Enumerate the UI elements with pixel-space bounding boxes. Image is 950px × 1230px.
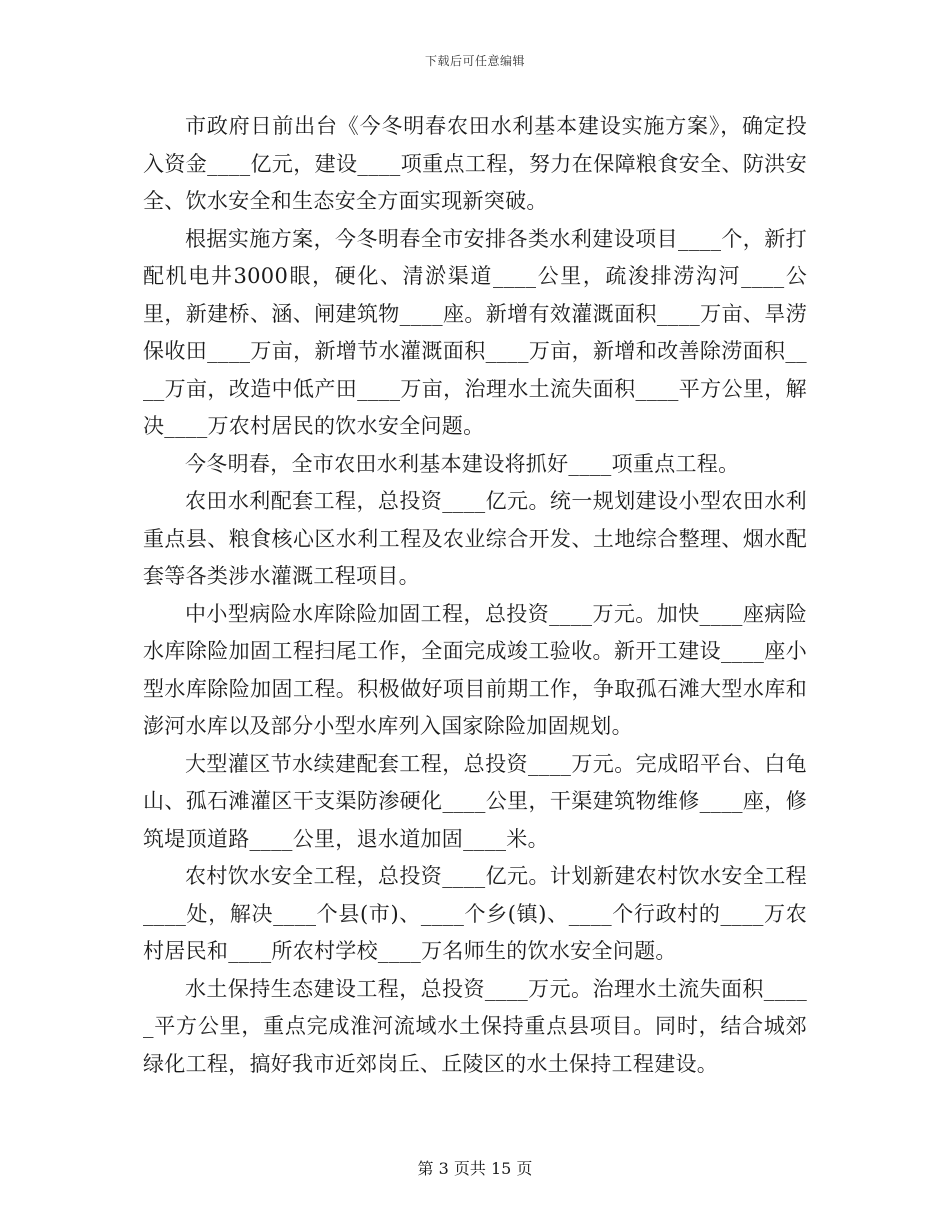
page-header-note: 下载后可任意编辑 <box>424 54 525 68</box>
paragraph-soil-conservation: 水土保持生态建设工程，总投资____万元。治理水土流失面积_____平方公里，重点完成淮河流域水土保持重点县项目。同时，结合城郊绿化工程，搞好我市近郊岗丘、丘陵区的水土保持工程建设。 <box>143 976 807 1076</box>
paragraph-rural-drinking-water: 农村饮水安全工程，总投资____亿元。计划新建农村饮水安全工程____处，解决____个县(市)、____个乡(镇)、____个行政村的____万农村居民和____所农村学校____万名师生的饮水安全问题。 <box>143 864 807 963</box>
page-number: 第 3 页共 15 页 <box>417 1159 533 1178</box>
paragraph-farmland-irrigation: 农田水利配套工程，总投资____亿元。统一规划建设小型农田水利重点县、粮食核心区水利工程及农业综合开发、土地综合整理、烟水配套等各类涉水灌溉工程项目。 <box>143 489 807 588</box>
paragraph-irrigation-district: 大型灌区节水续建配套工程，总投资____万元。完成昭平台、白龟山、孤石滩灌区干支渠防渗硬化____公里，干渠建筑物维修____座，修筑堤顶道路____公里，退水道加固____米。 <box>143 751 807 851</box>
paragraph-key-projects-intro: 今冬明春，全市农田水利基本建设将抓好____项重点工程。 <box>185 451 740 476</box>
paragraph-reservoir-reinforcement: 中小型病险水库除险加固工程，总投资____万元。加快____座病险水库除险加固工程扫尾工作，全面完成竣工验收。新开工建设____座小型水库除险加固工程。积极做好项目前期工作，争取孤石滩大型水库和澎河水库以及部分小型水库列入国家除险加固规划。 <box>143 601 807 738</box>
document-body <box>143 108 807 1083</box>
paragraph-project-arrangement: 根据实施方案，今冬明春全市安排各类水利建设项目____个，新打配机电井3000眼，硬化、清淤渠道____公里，疏浚排涝沟河____公里，新建桥、涵、闸建筑物____座。新增有效灌溉面积____万亩、旱涝保收田____万亩，新增节水灌溉面积____万亩，新增和改善除涝面积____万亩，改造中低产田____万亩，治理水土流失面积____平方公里，解决____万农村居民的饮水安全问题。 <box>143 226 807 438</box>
paragraph-plan-overview: 市政府日前出台《今冬明春农田水利基本建设实施方案》，确定投入资金____亿元，建设____项重点工程，努力在保障粮食安全、防洪安全、饮水安全和生态安全方面实现新突破。 <box>143 114 807 213</box>
